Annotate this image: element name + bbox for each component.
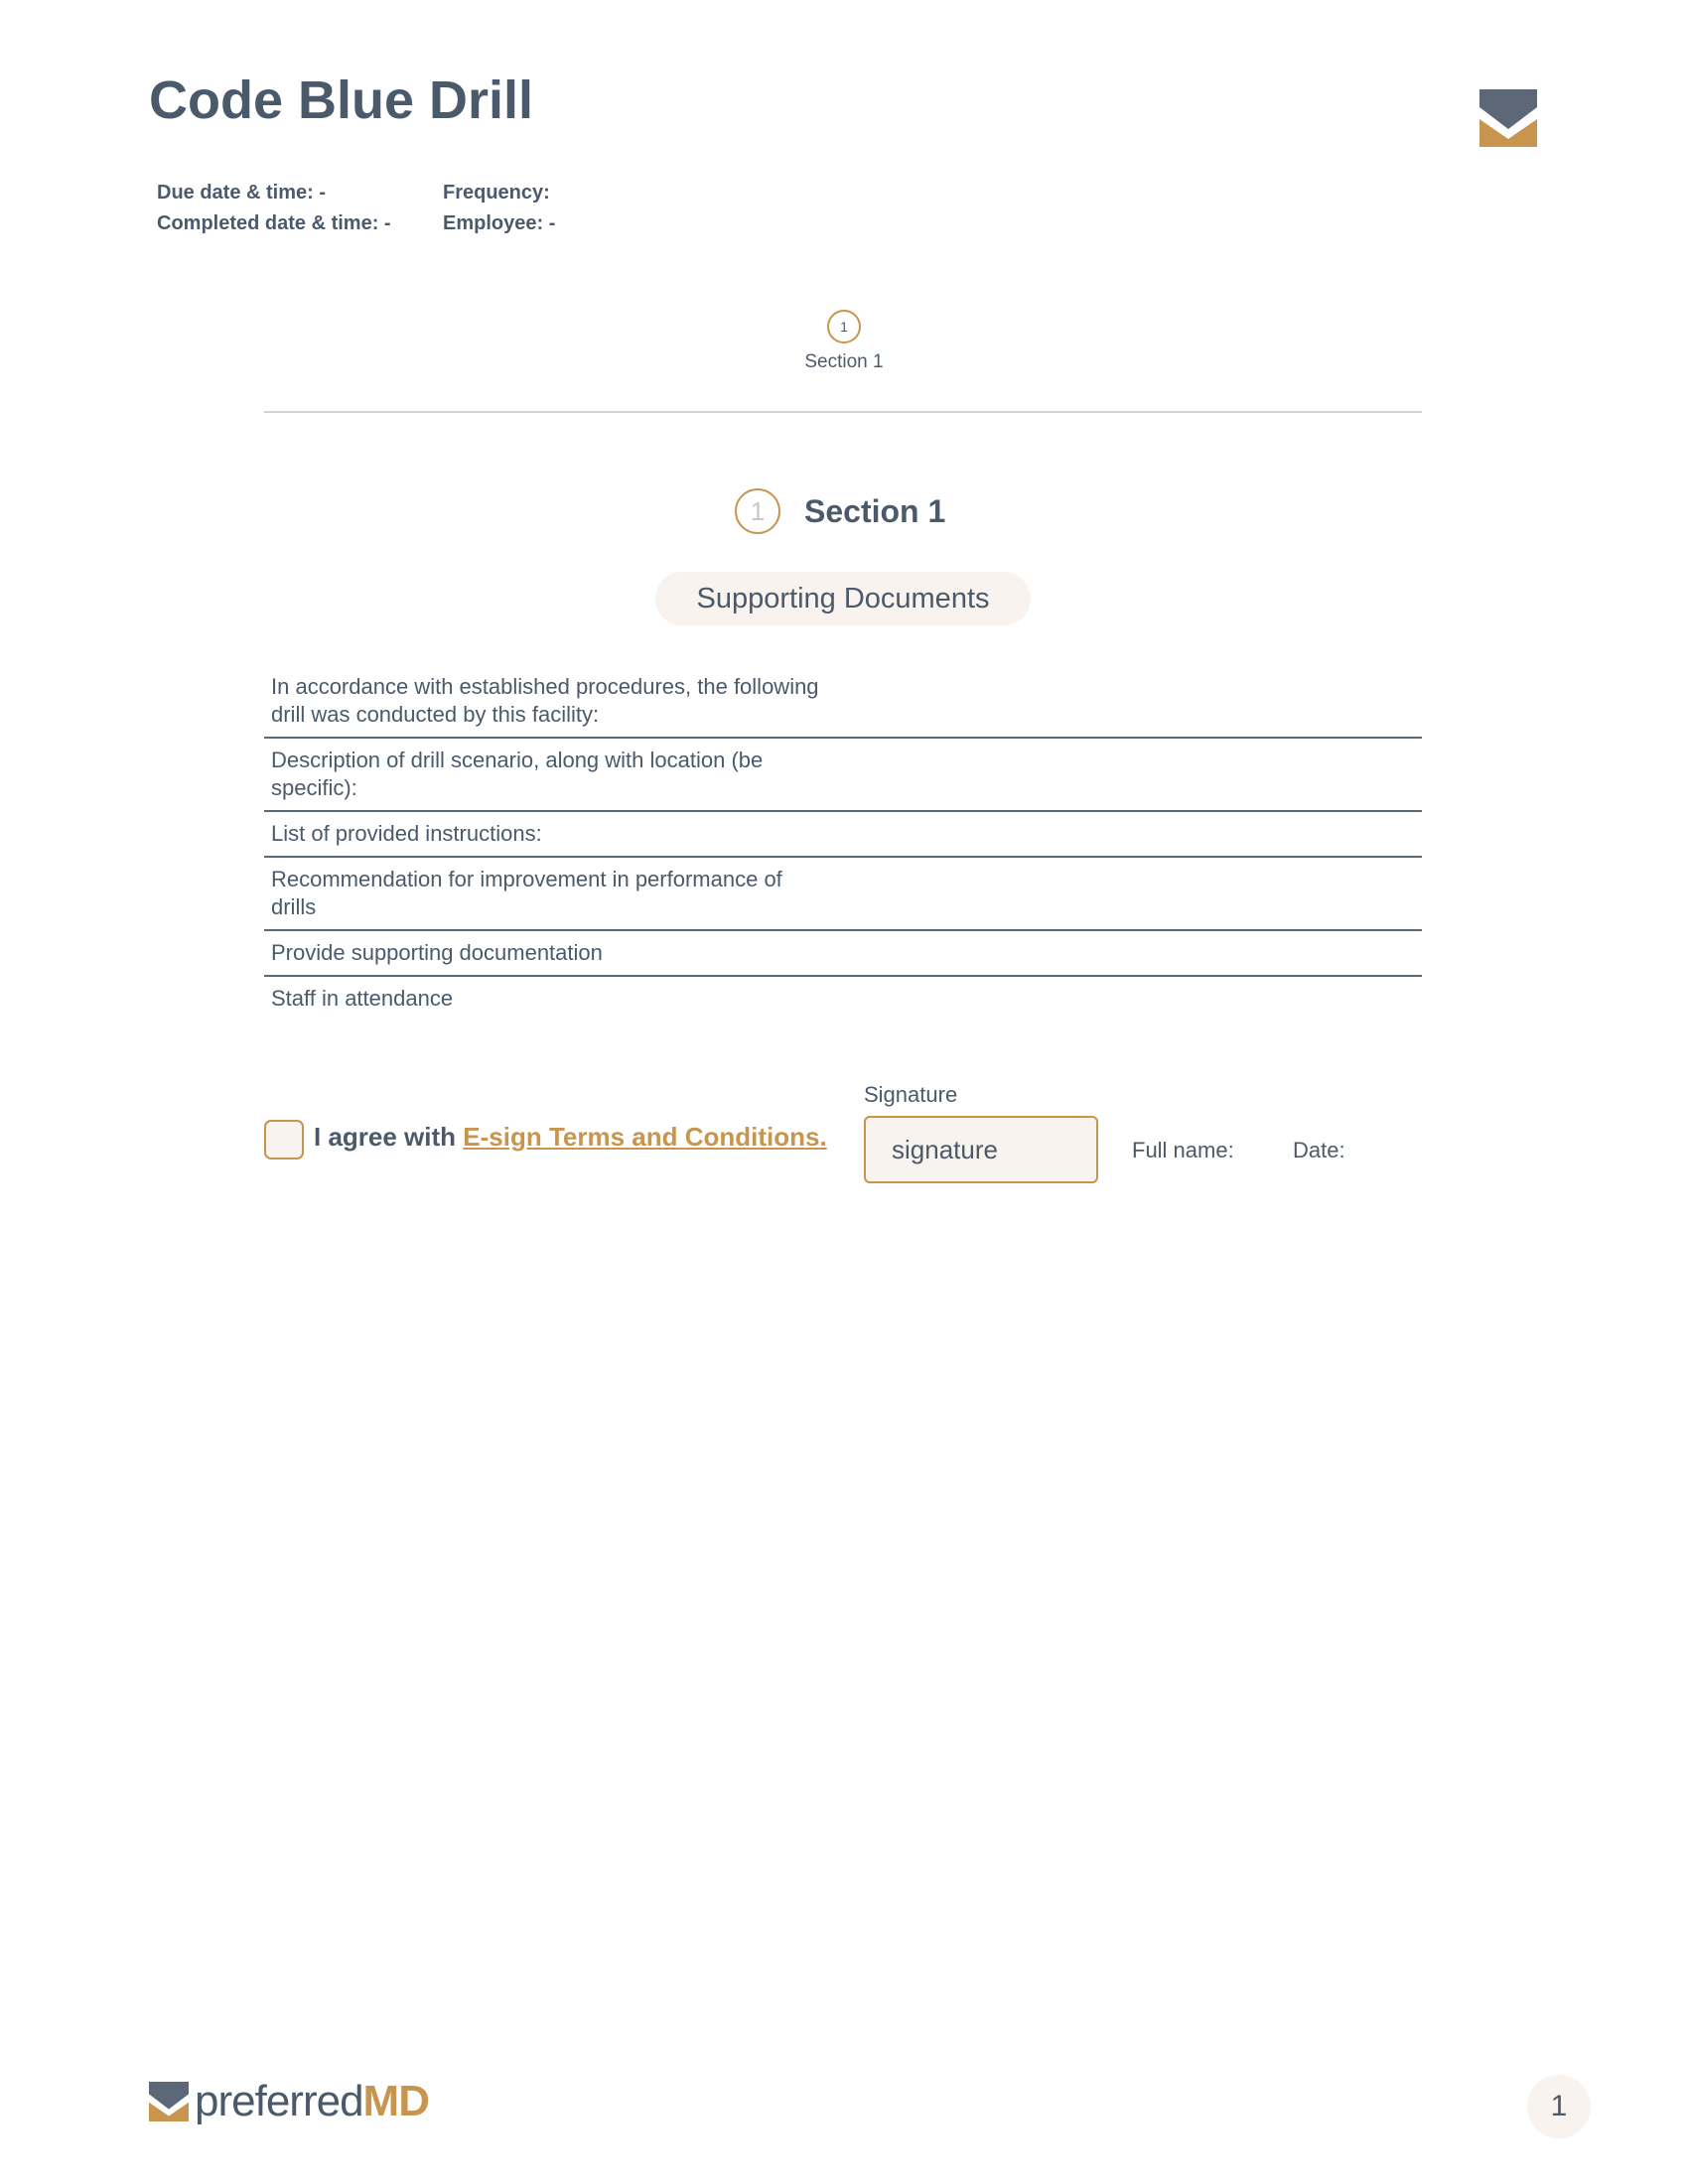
employee-field [443, 212, 555, 235]
brand-name [195, 2077, 429, 2126]
frequency-label: Frequency: [443, 182, 550, 204]
form-row-label: In accordance with established procedures, the following drill was conducted by this facility: [271, 674, 819, 727]
employee-label: Employee: [443, 212, 544, 234]
page-number-badge: 1 [1527, 2075, 1591, 2138]
full-name-label: Full name: [1132, 1138, 1234, 1162]
form-row-label: Provide supporting documentation [271, 940, 603, 965]
signature-field[interactable]: signature [864, 1116, 1098, 1183]
agree-statement [314, 1122, 827, 1153]
form-row[interactable] [264, 665, 1422, 739]
completed-date-label: Completed date & time: [157, 212, 379, 234]
due-date-label: Due date & time: [157, 182, 314, 204]
agree-text: I agree with [314, 1122, 457, 1152]
date-label: Date: [1293, 1138, 1345, 1162]
document-title: Code Blue Drill [149, 70, 534, 130]
completed-date-field [157, 212, 391, 235]
form-row[interactable] [264, 812, 1422, 858]
form-row-label: Recommendation for improvement in performance of drills [271, 867, 782, 919]
divider [264, 411, 1422, 413]
section-number-badge: 1 [735, 488, 780, 534]
form-row[interactable] [264, 977, 1422, 1021]
stepper-step-label[interactable]: Section 1 [804, 351, 884, 372]
form-row-label: List of provided instructions: [271, 821, 542, 846]
preferredmd-logo-icon [1479, 89, 1537, 147]
due-date-field [157, 182, 326, 205]
brand-name-prefix: preferred [195, 2077, 363, 2125]
brand-footer [149, 2077, 429, 2126]
form-row-label: Staff in attendance [271, 986, 454, 1011]
signature-label: Signature [864, 1082, 958, 1107]
section-stepper [0, 310, 1688, 373]
employee-value: - [548, 212, 556, 234]
frequency-field [443, 182, 550, 205]
stepper-step-1[interactable]: 1 [827, 310, 861, 343]
form-row-label: Description of drill scenario, along with location (be specific): [271, 748, 764, 800]
agree-checkbox[interactable] [264, 1120, 304, 1160]
due-date-value: - [319, 182, 327, 204]
form-rows [264, 665, 1422, 1021]
section-header [735, 488, 945, 534]
brand-name-suffix: MD [362, 2077, 429, 2125]
form-row[interactable] [264, 858, 1422, 931]
completed-date-value: - [383, 212, 391, 234]
section-title: Section 1 [804, 492, 946, 529]
form-row[interactable] [264, 739, 1422, 812]
form-row[interactable] [264, 931, 1422, 977]
esign-terms-link[interactable]: E-sign Terms and Conditions. [463, 1122, 827, 1152]
supporting-documents-heading: Supporting Documents [655, 572, 1031, 625]
brand-logo-icon [149, 2082, 189, 2121]
